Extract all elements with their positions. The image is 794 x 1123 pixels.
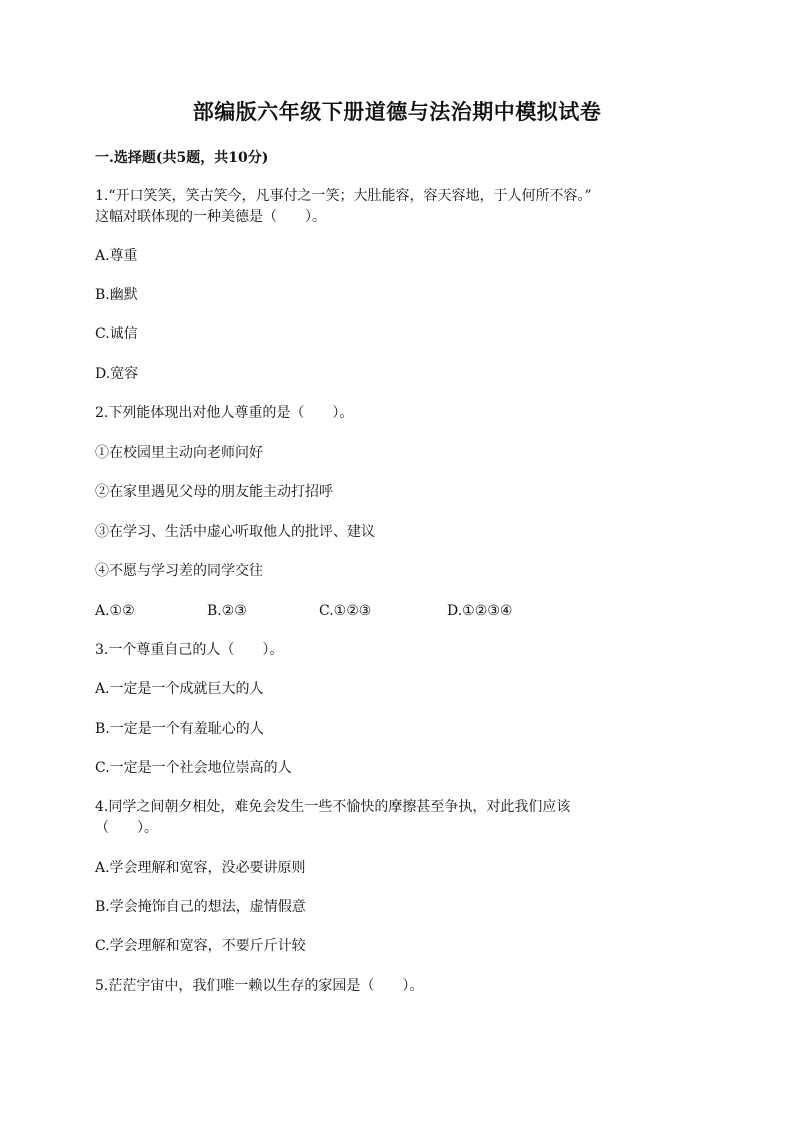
- question-2-stem: 2.下列能体现出对他人尊重的是（ ）。: [95, 405, 354, 421]
- question-2-option-c[interactable]: C.①②③: [319, 603, 372, 619]
- question-1-option-d[interactable]: D.宽容: [95, 366, 139, 382]
- question-2-option-b[interactable]: B.②③: [207, 603, 247, 619]
- question-3-option-b[interactable]: B.一定是一个有羞耻心的人: [95, 721, 264, 737]
- question-4-option-a[interactable]: A.学会理解和宽容，没必要讲原则: [95, 860, 306, 876]
- question-1-option-b[interactable]: B.幽默: [95, 287, 138, 303]
- question-2-statement-1: ①在校园里主动向老师问好: [95, 445, 263, 461]
- question-3-stem: 3.一个尊重自己的人（ ）。: [95, 642, 284, 658]
- question-1-option-c[interactable]: C.诚信: [95, 326, 138, 342]
- question-1-stem-line-1: 1.“开口笑笑，笑古笑今，凡事付之一笑；大肚能容，容天容地，于人何所不容。”: [95, 188, 592, 204]
- question-4-option-c[interactable]: C.学会理解和宽容，不要斤斤计较: [95, 938, 306, 954]
- question-1-stem-line-2: 这幅对联体现的一种美德是（ ）。: [95, 209, 326, 225]
- question-3-option-c[interactable]: C.一定是一个社会地位崇高的人: [95, 760, 292, 776]
- question-2-statement-2: ②在家里遇见父母的朋友能主动打招呼: [95, 484, 333, 500]
- question-4-option-b[interactable]: B.学会掩饰自己的想法，虚情假意: [95, 899, 306, 915]
- question-4-stem-line-1: 4.同学之间朝夕相处，难免会发生一些不愉快的摩擦甚至争执，对此我们应该: [95, 799, 571, 815]
- question-4-stem-line-2: （ ）。: [95, 820, 158, 836]
- question-2-statement-3: ③在学习、生活中虚心听取他人的批评、建议: [95, 524, 375, 540]
- section-heading: 一.选择题(共5题，共10分): [95, 150, 269, 166]
- question-2-options-row: [95, 601, 615, 621]
- question-2-option-d[interactable]: D.①②③④: [447, 603, 513, 619]
- question-5-stem: 5.茫茫宇宙中，我们唯一赖以生存的家园是（ ）。: [95, 978, 424, 994]
- question-3-option-a[interactable]: A.一定是一个成就巨大的人: [95, 681, 264, 697]
- page-title: 部编版六年级下册道德与法治期中模拟试卷: [192, 99, 602, 124]
- question-1-option-a[interactable]: A.尊重: [95, 248, 138, 264]
- question-2-option-a[interactable]: A.①②: [95, 603, 135, 619]
- question-2-statement-4: ④不愿与学习差的同学交往: [95, 563, 263, 579]
